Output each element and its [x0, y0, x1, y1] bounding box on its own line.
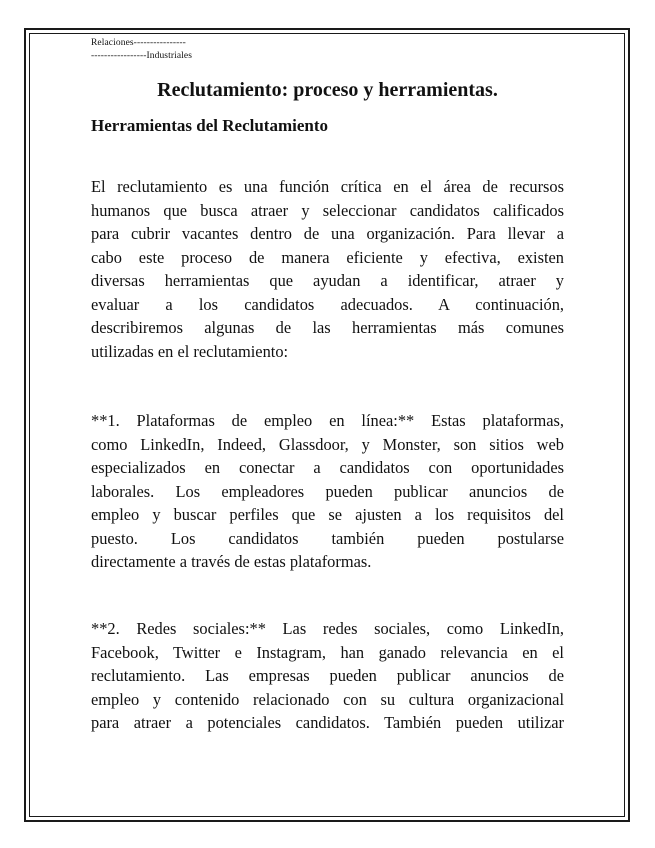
- paragraph-line: **2. Redes sociales:** Las redes sociales, como LinkedIn,: [91, 619, 564, 638]
- paragraph-line: para cubrir vacantes dentro de una organización. Para llevar a: [91, 224, 564, 243]
- paragraph-line: como LinkedIn, Indeed, Glassdoor, y Monster, son sitios web: [91, 434, 564, 454]
- document-title: Reclutamiento: proceso y herramientas.: [157, 79, 498, 101]
- paragraph-line: El reclutamiento es una función crítica en el área de recursos: [91, 177, 564, 196]
- section-heading: Herramientas del Reclutamiento: [91, 116, 328, 135]
- paragraph-line: describiremos algunas de las herramientas más comunes: [91, 318, 564, 337]
- paragraph-online-job-platforms: [91, 409, 564, 574]
- paragraph-line: cabo este proceso de manera eficiente y efectiva, existen: [91, 247, 564, 267]
- running-header-line-2: -----------------Industriales: [91, 51, 193, 61]
- paragraph-line: reclutamiento. Las empresas pueden publicar anuncios de: [91, 666, 564, 685]
- paragraph-line: evaluar a los candidatos adecuados. A continuación,: [91, 294, 564, 314]
- running-header-line-1: Relaciones----------------: [91, 38, 186, 48]
- paragraph-line: puesto. Los candidatos también pueden postularse: [91, 528, 564, 548]
- paragraph-social-networks: [91, 617, 564, 735]
- paragraph-line: directamente a través de estas plataformas.: [91, 552, 372, 571]
- paragraph-line: especializados en conectar a candidatos con oportunidades: [91, 458, 564, 477]
- paragraph-line: empleo y contenido relacionado con su cultura organizacional: [91, 689, 564, 709]
- paragraph-intro: [91, 175, 564, 363]
- paragraph-line: para atraer a potenciales candidatos. También pueden utilizar: [91, 713, 564, 732]
- paragraph-line: laborales. Los empleadores pueden publicar anuncios de: [91, 481, 564, 501]
- paragraph-line: **1. Plataformas de empleo en línea:** Estas plataformas,: [91, 411, 564, 430]
- paragraph-line: Facebook, Twitter e Instagram, han ganado relevancia en el: [91, 642, 564, 662]
- paragraph-line: diversas herramientas que ayudan a identificar, atraer y: [91, 271, 564, 290]
- paragraph-line: utilizadas en el reclutamiento:: [91, 341, 289, 361]
- paragraph-line: humanos que busca atraer y seleccionar candidatos calificados: [91, 200, 564, 220]
- paragraph-line: empleo y buscar perfiles que se ajusten a los requisitos del: [91, 505, 564, 524]
